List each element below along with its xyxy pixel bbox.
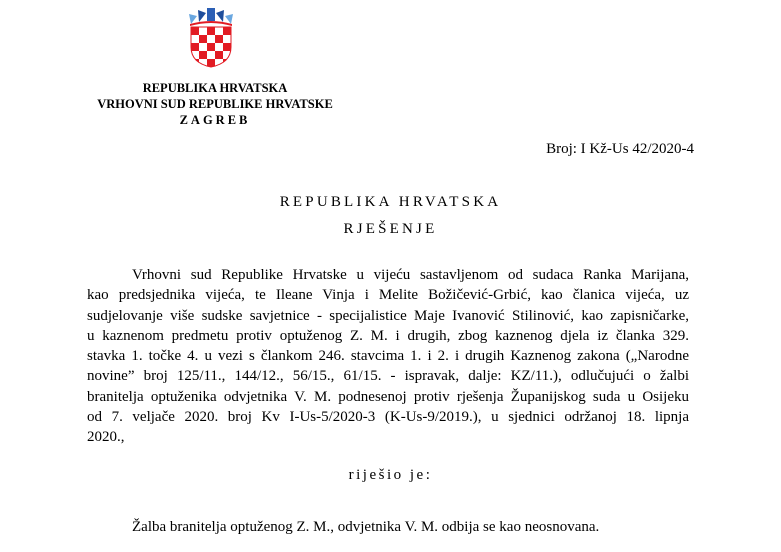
paragraph-line: od 7. veljače 2020. broj Kv I-Us-5/2020-3 (K-Us-9/2019.), u sjednici održanoj 18. lipnja: [87, 409, 689, 426]
header-city: ZAGREB: [179, 113, 251, 127]
paragraph-line: stavka 1. točke 4. u vezi s člankom 246. stavcima 1. i 2. i drugih Kaznenog zakona („Narodne: [87, 348, 689, 365]
ruling-text: Žalba branitelja optuženog Z. M., odvjetnika V. M. odbija se kao neosnovana.: [132, 519, 600, 535]
paragraph-line: kao predsjednika vijeća, te Ileane Vinja i Melite Božičević-Grbić, kao članica vijeća, uz: [87, 287, 689, 304]
croatian-coat-of-arms-icon: [186, 6, 236, 68]
case-number: Broj: I Kž-Us 42/2020-4: [546, 141, 694, 157]
paragraph-line: sudjelovanje više sudske savjetnice - specijalistice Maje Ivanović Stilinović, kao zapisničarke,: [87, 307, 689, 324]
paragraph-line: Vrhovni sud Republike Hrvatske u vijeću sastavljenom od sudaca Ranka Marijana,: [132, 267, 689, 283]
paragraph-line: novine” broj 125/11., 144/12., 56/15., 61/15. - ispravak, dalje: KZ/11.), odlučujući o žalbi: [87, 368, 689, 385]
document-title-decision: RJEŠENJE: [343, 221, 438, 237]
checkered-shield: [191, 27, 231, 68]
header-court-name: VRHOVNI SUD REPUBLIKE HRVATSKE: [97, 97, 333, 111]
paragraph-line: branitelja optuženika odvjetnika V. M. podnesenoj protiv rješenja Županijskog suda u Osijeku: [87, 388, 689, 405]
header-republic: REPUBLIKA HRVATSKA: [142, 81, 288, 95]
paragraph-line: 2020.,: [87, 429, 125, 446]
crown: [189, 8, 233, 26]
document-title-country: REPUBLIKA HRVATSKA: [279, 194, 502, 210]
paragraph-line: u kaznenom predmetu protiv optuženog Z. M. i drugih, zbog kaznenog djela iz članka 329.: [87, 327, 689, 344]
ruled-heading: riješio je:: [348, 467, 433, 483]
introductory-paragraph: [87, 265, 689, 448]
